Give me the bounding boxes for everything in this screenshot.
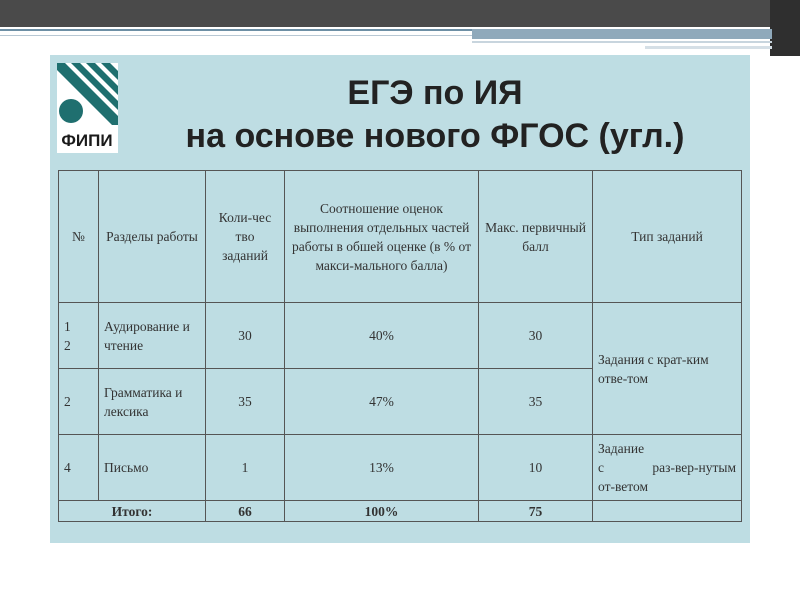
row-num-part: 1 [64, 318, 71, 334]
total-label: Итого: [59, 501, 206, 522]
top-bar [0, 0, 800, 27]
total-empty [593, 501, 742, 522]
type-long-line [598, 458, 736, 477]
row-count: 1 [206, 435, 285, 501]
page-title [120, 72, 750, 158]
title-line-2: на основе нового ФГОС (угл.) [185, 117, 685, 155]
row-count: 30 [206, 303, 285, 369]
total-max: 75 [479, 501, 593, 522]
header-max: Макс. первичный балл [479, 171, 593, 303]
logo-text: ФИПИ [61, 131, 113, 150]
stripe [472, 29, 772, 39]
row-section: Аудирование и чтение [99, 303, 206, 369]
table-header-row [59, 171, 742, 303]
header-num: № [59, 171, 99, 303]
stripe [472, 41, 772, 43]
row-max: 30 [479, 303, 593, 369]
exam-structure-table [58, 170, 742, 522]
row-type-long [593, 435, 742, 501]
type-long-word: раз-вер-нутым [652, 460, 736, 475]
fipi-logo [57, 63, 118, 153]
header-count: Коли-чес тво заданий [206, 171, 285, 303]
row-max: 35 [479, 369, 593, 435]
title-line-1: ЕГЭ по ИЯ [347, 74, 523, 112]
header-section: Разделы работы [99, 171, 206, 303]
header-type: Тип заданий [593, 171, 742, 303]
stripe [0, 29, 472, 31]
type-long-line: Задание [598, 441, 645, 456]
row-section: Письмо [99, 435, 206, 501]
row-type-short: Задания с крат-ким отве-том [593, 303, 742, 435]
row-section: Грамматика и лексика [99, 369, 206, 435]
row-ratio: 40% [285, 303, 479, 369]
row-ratio: 47% [285, 369, 479, 435]
top-bar-corner [770, 0, 800, 56]
type-long-line: от-ветом [598, 479, 649, 494]
row-max: 10 [479, 435, 593, 501]
row-num [59, 303, 99, 369]
table-total-row [59, 501, 742, 522]
row-num: 2 [59, 369, 99, 435]
row-count: 35 [206, 369, 285, 435]
total-ratio: 100% [285, 501, 479, 522]
row-ratio: 13% [285, 435, 479, 501]
total-count: 66 [206, 501, 285, 522]
table-row [59, 435, 742, 501]
row-num-part: 2 [64, 337, 71, 353]
row-num: 4 [59, 435, 99, 501]
table-row [59, 303, 742, 369]
header-ratio: Соотношение оценок выполнения отдельных частей работы в обшей оценке (в % от макси-мального балла) [285, 171, 479, 303]
stripe [0, 35, 472, 36]
stripe [645, 46, 772, 49]
type-long-word: с [598, 460, 604, 475]
